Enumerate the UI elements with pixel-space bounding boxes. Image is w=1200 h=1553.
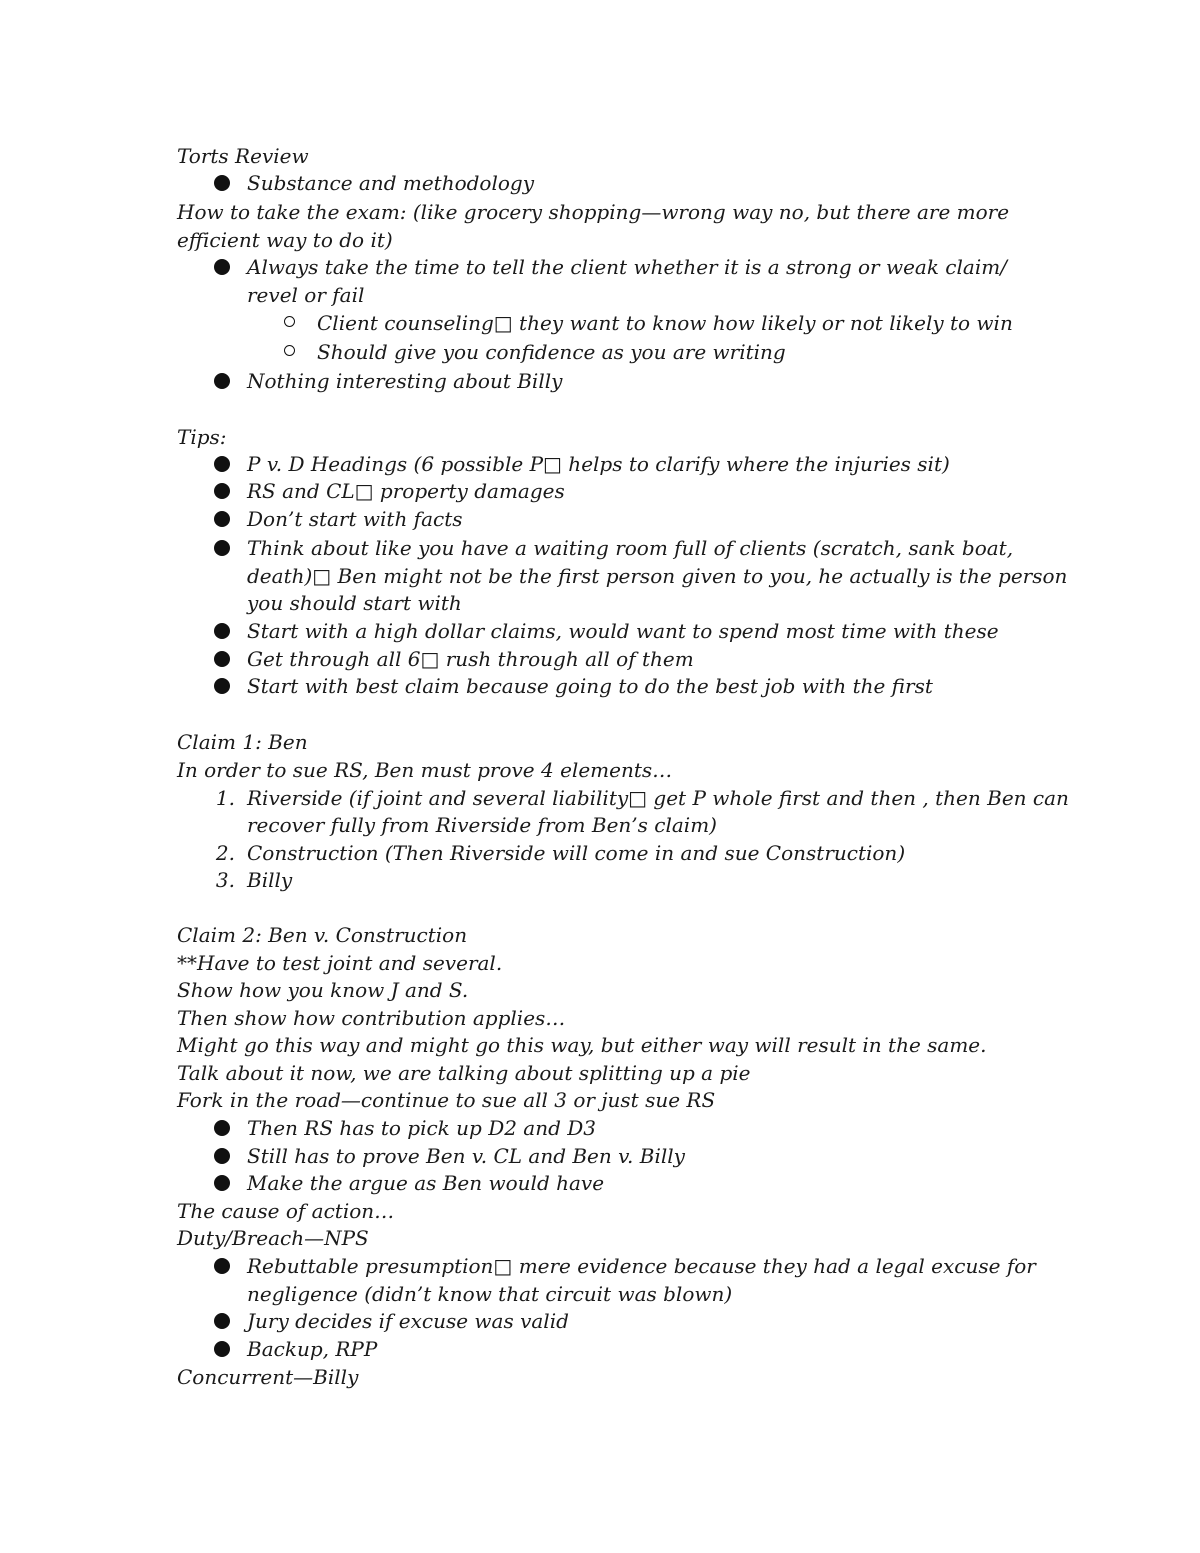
exam-sub-2: Should give you confidence as you are writing bbox=[317, 340, 786, 364]
bullet-icon bbox=[214, 623, 230, 639]
claim1-heading: Claim 1: Ben bbox=[177, 730, 308, 754]
claim1-intro: In order to sue RS, Ben must prove 4 elements… bbox=[177, 758, 673, 782]
bullet-icon bbox=[214, 678, 230, 694]
duty-bullet-1-line-2: negligence (didn’t know that circuit was blown) bbox=[247, 1282, 733, 1306]
bullet-icon bbox=[214, 651, 230, 667]
bullet-icon bbox=[214, 1258, 230, 1274]
tip-4-line-2: death)□ Ben might not be the first person given to you, he actually is the person bbox=[247, 564, 1068, 588]
bullet-icon bbox=[214, 1148, 230, 1164]
claim2-line-2: Show how you know J and S. bbox=[177, 978, 469, 1002]
fork-bullet-1: Then RS has to pick up D2 and D3 bbox=[247, 1116, 597, 1140]
claim2-line-4: Might go this way and might go this way, but either way will result in the same. bbox=[177, 1033, 987, 1057]
duty-bullet-3: Backup, RPP bbox=[247, 1337, 378, 1361]
bullet-icon bbox=[214, 259, 230, 275]
circle-bullet-icon bbox=[284, 345, 295, 356]
claim1-item-2: Construction (Then Riverside will come in and sue Construction) bbox=[247, 841, 906, 865]
bullet-icon bbox=[214, 456, 230, 472]
intro-bullet-text: Substance and methodology bbox=[247, 171, 534, 195]
list-number: 2. bbox=[215, 841, 235, 865]
duty-bullet-1-line-1: Rebuttable presumption□ mere evidence because they had a legal excuse for bbox=[247, 1254, 1036, 1278]
claim2-line-6: Fork in the road—continue to sue all 3 or just sue RS bbox=[177, 1088, 716, 1112]
claim2-line-5: Talk about it now, we are talking about splitting up a pie bbox=[177, 1061, 751, 1085]
circle-bullet-icon bbox=[284, 316, 295, 327]
duty-bullet-2: Jury decides if excuse was valid bbox=[247, 1309, 569, 1333]
doc-title: Torts Review bbox=[177, 144, 309, 168]
list-number: 3. bbox=[215, 868, 235, 892]
tip-6: Get through all 6□ rush through all of them bbox=[247, 647, 694, 671]
exam-bullet-1-line-2: revel or fail bbox=[247, 283, 365, 307]
exam-line-2: efficient way to do it) bbox=[177, 228, 393, 252]
bullet-icon bbox=[214, 1313, 230, 1329]
exam-bullet-1-line-1: Always take the time to tell the client whether it is a strong or weak claim/ bbox=[247, 255, 1007, 279]
claim1-item-1-line-1: Riverside (if joint and several liability□ get P whole first and then , then Ben can bbox=[247, 786, 1069, 810]
cause-line: The cause of action… bbox=[177, 1199, 395, 1223]
tip-5: Start with a high dollar claims, would want to spend most time with these bbox=[247, 619, 999, 643]
concurrent-line: Concurrent—Billy bbox=[177, 1365, 359, 1389]
exam-sub-1: Client counseling□ they want to know how likely or not likely to win bbox=[317, 311, 1013, 335]
exam-bullet-2: Nothing interesting about Billy bbox=[247, 369, 563, 393]
bullet-icon bbox=[214, 540, 230, 556]
tip-4-line-3: you should start with bbox=[247, 591, 462, 615]
claim2-heading: Claim 2: Ben v. Construction bbox=[177, 923, 468, 947]
claim1-item-3: Billy bbox=[247, 868, 293, 892]
tip-7: Start with best claim because going to do the best job with the first bbox=[247, 674, 933, 698]
tips-heading: Tips: bbox=[177, 425, 227, 449]
tip-2: RS and CL□ property damages bbox=[247, 479, 565, 503]
bullet-icon bbox=[214, 483, 230, 499]
bullet-icon bbox=[214, 1341, 230, 1357]
bullet-icon bbox=[214, 175, 230, 191]
tip-3: Don’t start with facts bbox=[247, 507, 463, 531]
bullet-icon bbox=[214, 1120, 230, 1136]
tip-4-line-1: Think about like you have a waiting room full of clients (scratch, sank boat, bbox=[247, 536, 1014, 560]
fork-bullet-3: Make the argue as Ben would have bbox=[247, 1171, 605, 1195]
claim2-line-3: Then show how contribution applies… bbox=[177, 1006, 566, 1030]
tip-1: P v. D Headings (6 possible P□ helps to clarify where the injuries sit) bbox=[247, 452, 950, 476]
bullet-icon bbox=[214, 511, 230, 527]
list-number: 1. bbox=[215, 786, 235, 810]
fork-bullet-2: Still has to prove Ben v. CL and Ben v. Billy bbox=[247, 1144, 685, 1168]
bullet-icon bbox=[214, 1175, 230, 1191]
bullet-icon bbox=[214, 373, 230, 389]
duty-line: Duty/Breach—NPS bbox=[177, 1226, 369, 1250]
claim1-item-1-line-2: recover fully from Riverside from Ben’s claim) bbox=[247, 813, 717, 837]
exam-line-1: How to take the exam: (like grocery shopping—wrong way no, but there are more bbox=[177, 200, 1010, 224]
claim2-line-1: **Have to test joint and several. bbox=[177, 951, 503, 975]
